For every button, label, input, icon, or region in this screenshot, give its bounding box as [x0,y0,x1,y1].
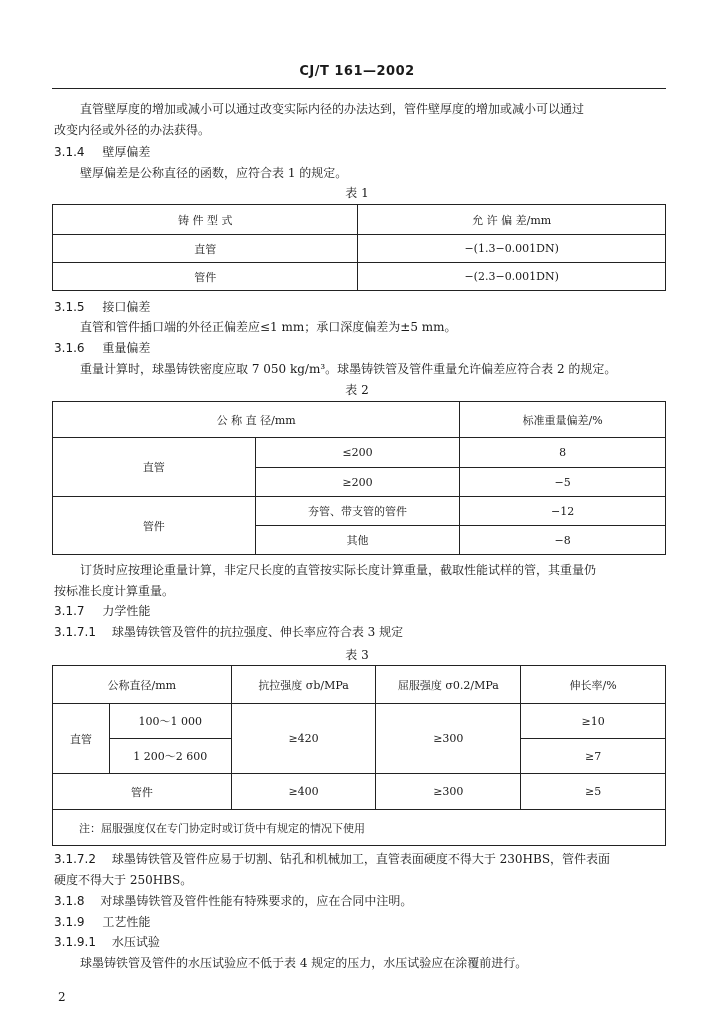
standard-header: CJ/T 161—2002 [299,64,415,79]
table-3-header-dn: 公称直径/mm [53,666,232,704]
section-3-1-8 [54,893,412,909]
table-3-header-tensile: 抗拉强度 σb/MPa [231,666,376,704]
section-text: 球墨铸铁管及管件应易于切割、钻孔和机械加工，直管表面硬度不得大于 230HBS，管件表面 [111,852,611,866]
table-3-cell: ≥5 [521,774,666,810]
after-table-2-line-2: 按标准长度计算重量。 [54,584,175,598]
table-1-cell: −(2.3−0.001DN) [358,263,666,291]
section-text: 球墨铸铁管及管件的抗拉强度、伸长率应符合表 3 规定 [111,625,404,639]
table-3-cell: ≥400 [231,774,376,810]
table-3-cell: ≥10 [521,704,666,739]
table-1-header-deviation: 允 许 偏 差/mm [358,205,666,235]
table-2-fitting-label: 管件 [53,497,256,555]
table-2-cell: −8 [460,526,666,555]
table-2-cell: 8 [460,438,666,468]
table-2-cell: ≤200 [255,438,460,468]
table-row [53,263,666,291]
section-number: 3.1.8 [54,894,85,908]
section-3-1-5 [54,299,150,315]
section-number: 3.1.9.1 [54,935,96,949]
section-number: 3.1.9 [54,915,85,929]
section-3-1-5-text: 直管和管件插口端的外径正偏差应≤1 mm；承口深度偏差为±5 mm。 [80,320,457,334]
section-title: 壁厚偏差 [102,145,151,159]
table-3 [52,665,666,846]
section-title: 重量偏差 [102,341,151,355]
section-number: 3.1.7 [54,604,85,618]
table-row [53,810,666,846]
section-title: 力学性能 [102,604,151,618]
section-title: 水压试验 [111,935,160,949]
table-3-header-elongation: 伸长率/% [521,666,666,704]
after-table-2-line-1: 订货时应按理论重量计算，非定尺长度的直管按实际长度计算重量，截取性能试样的管，其重量仍 [80,563,597,577]
section-3-1-9-1 [54,934,160,950]
table-2-cell: −12 [460,497,666,526]
section-3-1-6-text: 重量计算时，球墨铸铁密度应取 7 050 kg/m³。球墨铸铁管及管件重量允许偏差应符合表 2 的规定。 [80,362,617,376]
table-3-note: 注：屈服强度仅在专门协定时或订货中有规定的情况下使用 [53,810,666,846]
table-2-pipe-label: 直管 [53,438,256,497]
section-3-1-7 [54,603,150,619]
section-text: 对球墨铸铁管及管件性能有特殊要求的，应在合同中注明。 [100,894,413,908]
table-3-cell: 100～1 000 [109,704,231,739]
table-2-header-deviation: 标准重量偏差/% [460,402,666,438]
table-1-cell: 管件 [53,263,358,291]
section-3-1-4 [54,144,150,160]
section-number: 3.1.7.2 [54,852,96,866]
section-3-1-7-1 [54,624,403,640]
table-row [53,774,666,810]
section-3-1-9 [54,914,150,930]
table-row [53,497,666,526]
table-3-cell: 1 200～2 600 [109,739,231,774]
section-3-1-9-1-text: 球墨铸铁管及管件的水压试验应不低于表 4 规定的压力，水压试验应在涂覆前进行。 [80,956,528,970]
page-number: 2 [58,990,66,1004]
section-title: 接口偏差 [102,300,151,314]
table-3-pipe-label: 直管 [53,704,110,774]
table-1-cell: 直管 [53,235,358,263]
section-number: 3.1.4 [54,145,85,159]
table-2-cell: 夯管、带支管的管件 [255,497,460,526]
table-3-fitting-label: 管件 [53,774,232,810]
section-number: 3.1.5 [54,300,85,314]
table-2-cell: 其他 [255,526,460,555]
section-number: 3.1.6 [54,341,85,355]
table-3-cell: ≥7 [521,739,666,774]
table-3-cell: ≥300 [376,704,521,774]
table-2-cell: −5 [460,468,666,497]
section-title: 工艺性能 [102,915,151,929]
header-rule [52,88,666,89]
table-3-caption: 表 3 [345,648,369,662]
section-3-1-4-text: 壁厚偏差是公称直径的函数，应符合表 1 的规定。 [80,166,348,180]
table-3-cell: ≥300 [376,774,521,810]
intro-line-1: 直管壁厚度的增加或减小可以通过改变实际内径的办法达到，管件壁厚度的增加或减小可以通过 [80,102,585,116]
table-2-header-dn: 公 称 直 径/mm [53,402,460,438]
table-2 [52,401,666,555]
table-2-cell: ≥200 [255,468,460,497]
section-3-1-7-2-line-2: 硬度不得大于 250HBS。 [54,873,193,887]
table-2-caption: 表 2 [345,383,369,397]
table-1-header-type: 铸 件 型 式 [53,205,358,235]
section-number: 3.1.7.1 [54,625,96,639]
table-3-header-yield: 屈服强度 σ0.2/MPa [376,666,521,704]
table-1-caption: 表 1 [345,186,369,200]
section-3-1-7-2 [54,851,610,867]
table-1 [52,204,666,291]
table-3-cell: ≥420 [231,704,376,774]
table-row [53,235,666,263]
table-row [53,438,666,468]
table-1-cell: −(1.3−0.001DN) [358,235,666,263]
table-row [53,704,666,739]
intro-line-2: 改变内径或外径的办法获得。 [54,123,211,137]
section-3-1-6 [54,340,150,356]
